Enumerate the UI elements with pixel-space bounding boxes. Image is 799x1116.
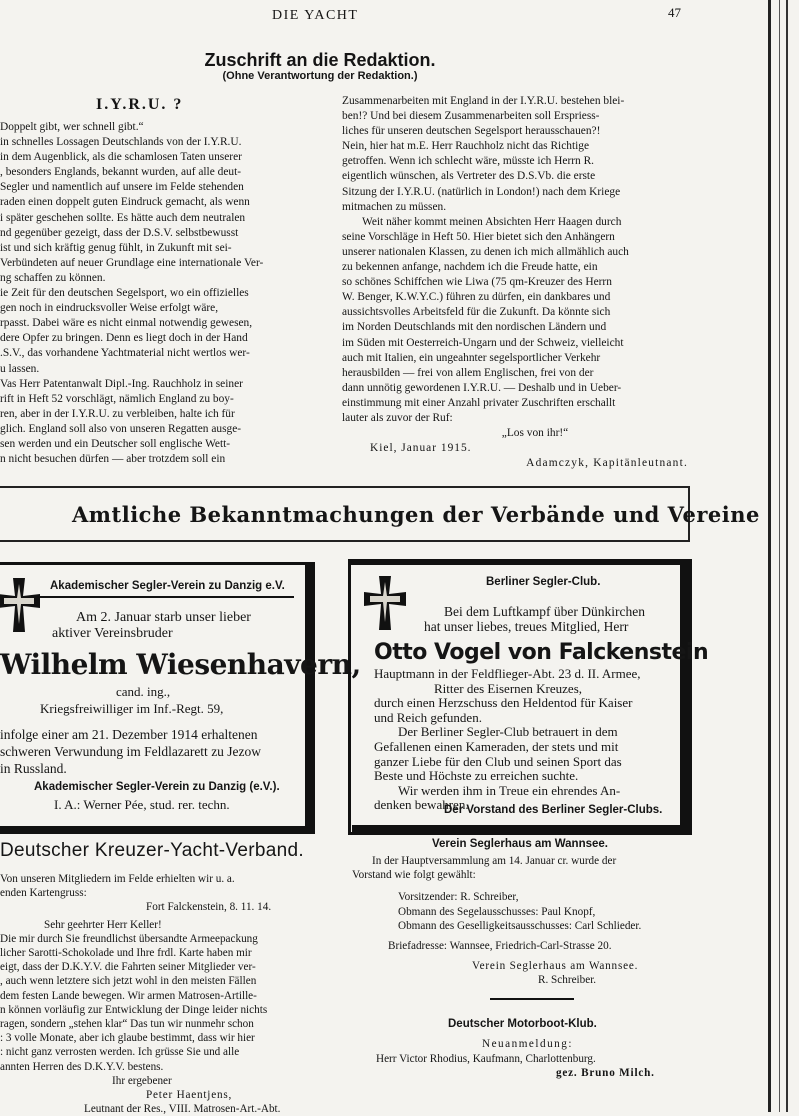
text-line: aussichtsvolles Arbeitsfeld für die Zukunft. Da könnte sich <box>342 306 611 319</box>
text-line: und Reich gefunden. <box>374 710 482 725</box>
binding-edge-line <box>779 0 780 1112</box>
text-line: Verein Seglerhaus am Wannsee. <box>472 960 639 973</box>
letter-motto: „Los von ihr!“ <box>501 427 569 440</box>
text-line: : nicht ganz verrosten werden. Ich grüsse Sie und alle <box>0 1046 240 1059</box>
iron-cross-icon <box>0 574 42 636</box>
text-line: Beste und Höchste zu erreichen suchte. <box>374 769 579 784</box>
text-line: gen noch in eindrucksvoller Weise erfolgt wäre, <box>0 302 219 315</box>
section-heading-wannsee: Verein Seglerhaus am Wannsee. <box>432 838 608 850</box>
letter-signature: Adamczyk, Kapitänleutnant. <box>526 457 688 470</box>
running-head: DIE YACHT <box>272 8 359 23</box>
binding-edge-line <box>768 0 771 1112</box>
text-line: lauter als zuvor der Ruf: <box>342 411 453 424</box>
notice-club-name: Akademischer Segler-Verein zu Danzig e.V. <box>50 580 285 592</box>
deceased-name: Wilhelm Wiesenhavern, <box>0 648 361 681</box>
notice-text: aktiver Vereinsbruder <box>52 626 173 641</box>
notice-body <box>374 667 674 813</box>
text-line: ng schaffen zu können. <box>0 271 106 284</box>
text-line: rpasst. Dabei wäre es nicht einmal notwendig gewesen, <box>0 317 253 330</box>
notice-text: Kriegsfreiwilliger im Inf.-Regt. 59, <box>40 701 224 716</box>
text-line: Segler und namentlich auf unsere im Felde stehenden <box>0 181 244 194</box>
text-line: Fort Falckenstein, 8. 11. 14. <box>146 901 272 914</box>
text-line: ren, aber in der I.Y.R.U. zu verbleiben, halte ich für <box>0 407 235 420</box>
text-line: ie Zeit für den deutschen Segelsport, wo ein offizielles <box>0 287 249 300</box>
text-line: Sehr geehrter Herr Keller! <box>44 918 162 931</box>
section-heading-motorboot: Deutscher Motorboot-Klub. <box>448 1018 597 1030</box>
text-line: einstimmung mit einer Anzahl privater Zuschriften erschallt <box>342 396 616 409</box>
text-line: mitmachen zu müssen. <box>342 200 447 213</box>
text-line: in schnelles Lossagen Deutschlands von der I.Y.R.U. <box>0 136 242 149</box>
notice-signature-person: I. A.: Werner Pée, stud. rer. techn. <box>54 797 230 812</box>
text-line: n können vorläufig zur Entwicklung der Dinge leider nichts <box>0 1003 268 1016</box>
text-line: im Norden Deutschlands mit den nordischen Ländern und <box>342 321 607 334</box>
notice-signature-club: Akademischer Segler-Verein zu Danzig (e.V.). <box>34 781 280 793</box>
notice-text: cand. ing., <box>116 684 171 699</box>
text-line: Vorstand wie folgt gewählt: <box>352 869 476 882</box>
text-line: Doppelt gibt, wer schnell gibt.“ <box>0 121 144 133</box>
motorboot-entry: Herr Victor Rhodius, Kaufmann, Charlottenburg. <box>376 1053 596 1065</box>
text-line: Sitzung der I.Y.R.U. (natürlich in London!) nach dem Kriege <box>342 185 621 198</box>
notice-text: schweren Verwundung im Feldlazarett zu Jezow <box>0 744 262 759</box>
separator-rule <box>490 998 574 1000</box>
text-line: so schönes Schiffchen wie Liwa (75 qm-Kreuzer des Herrn <box>342 276 612 289</box>
text-line: dann unnötig gewordenen I.Y.R.U. — Deshalb und in Ueber- <box>342 381 622 394</box>
text-line: .S.V., das vorhandene Yachtmaterial nicht wertlos wer- <box>0 347 250 360</box>
text-line: im Süden mit Oesterreich-Ungarn und der Schweiz, vielleicht <box>342 336 624 349</box>
section-heading-kreuzer: Deutscher Kreuzer-Yacht-Verband. <box>0 840 304 861</box>
text-line: Obmann des Geselligkeitsausschusses: Carl Schlieder. <box>398 919 642 932</box>
notice-text: hat unser liebes, treues Mitglied, Herr <box>424 619 629 634</box>
text-line: eigt, dass der D.K.Y.V. die Fahrten seiner Mitglieder ver- <box>0 961 256 974</box>
text-line: seine Vorschläge in Heft 50. Hier bietet sich den Anhängern <box>342 230 615 243</box>
notice-shadow <box>348 559 689 565</box>
text-line: licher Sarotti-Schokolade und Ihre frdl. Karte haben mir <box>0 947 252 960</box>
text-line: Vas Herr Patentanwalt Dipl.-Ing. Rauchholz in seiner <box>0 377 243 390</box>
text-line: , besonders Englands, bekannt wurden, auf alle deut- <box>0 166 242 179</box>
text-line: rift in Heft 52 vorschlägt, nämlich England zu boy- <box>0 392 234 405</box>
text-line: : 3 volle Monate, aber ich glaube bestimmt, dass wir hier <box>0 1032 255 1045</box>
text-line: unserer nationalen Klassen, zu denen ich mich allmählich auch <box>342 245 629 258</box>
text-line: i später geschehen sollte. Es hätte auch dem neutralen <box>0 211 246 224</box>
letter-subtitle: (Ohne Verantwortung der Redaktion.) <box>222 70 418 82</box>
text-line: eigentlich wünschen, als Vertreter des D.S.Vb. die erste <box>342 170 596 183</box>
motorboot-subheading: Neuanmeldung: <box>482 1038 573 1050</box>
text-line: denken bewahren. <box>374 798 469 813</box>
notice-shadow <box>0 826 314 834</box>
text-line: Verbündeten auf neuer Grundlage eine internationale Ver- <box>0 256 264 269</box>
text-line: W. Benger, K.W.Y.C.) führen zu dürfen, ein dankbares und <box>342 291 611 304</box>
notice-signature: Der Vorstand des Berliner Segler-Clubs. <box>444 804 663 816</box>
text-line: Nein, hier hat m.E. Herr Rauchholz nicht das Richtige <box>342 140 590 153</box>
notice-rule <box>0 596 294 598</box>
notice-text: infolge einer am 21. Dezember 1914 erhaltenen <box>0 727 258 742</box>
text-line: herausbilden — frei von allem Englischen, frei von der <box>342 366 594 379</box>
notice-text: Am 2. Januar starb unser lieber <box>76 610 251 625</box>
text-line: Obmann des Segelausschusses: Paul Knopf, <box>398 905 596 918</box>
article-heading: I.Y.R.U. ? <box>96 96 184 113</box>
text-line: in dem Augenblick, als die schamlosen Taten unserer <box>0 151 242 164</box>
text-line: Von unseren Mitgliedern im Felde erhielten wir u. a. <box>0 873 235 885</box>
letter-title: Zuschrift an die Redaktion. <box>204 50 436 70</box>
wannsee-body <box>352 854 697 988</box>
notice-shadow <box>680 562 689 834</box>
text-line: getroffen. Wenn ich schlecht wäre, müsste ich Herrn R. <box>342 155 595 168</box>
text-line: Vorsitzender: R. Schreiber, <box>398 891 519 904</box>
text-line: Die mir durch Sie freundlichst übersandte Armeepackung <box>0 932 258 945</box>
text-line: dem festen Lande bewegen. Wir armen Matrosen-Artille- <box>0 989 257 1002</box>
text-line: Ihr ergebener <box>112 1074 172 1087</box>
text-line: Hauptmann in der Feldflieger-Abt. 23 d. II. Armee, <box>374 667 641 681</box>
text-line: Wir werden ihm in Treue ein ehrendes An- <box>398 783 621 798</box>
text-line: ben!? Und bei diesem Zusammenarbeiten soll Erspriess- <box>342 110 600 123</box>
text-line: durch einen Herzschuss den Heldentod für Kaiser <box>374 696 633 711</box>
text-line: sen werden und ein Deutscher soll englische Wett- <box>0 437 231 450</box>
letter-left-column <box>0 120 314 467</box>
letter-right-column <box>342 94 688 471</box>
page-number: 47 <box>668 5 681 20</box>
text-line: raden einen doppelt guten Eindruck gemacht, als wenn <box>0 196 250 209</box>
text-line: ganzer Liebe für den Club und seinen Sport das <box>374 754 622 769</box>
text-line: , auch wenn letztere sich jetzt wohl in den meisten Fällen <box>0 975 257 988</box>
text-line: glich. England soll also von unseren Regatten ausge- <box>0 422 242 435</box>
notice-shadow <box>352 825 689 833</box>
text-line: R. Schreiber. <box>538 974 597 987</box>
notice-club-name: Berliner Segler-Club. <box>486 576 601 588</box>
text-line: u lassen. <box>0 362 40 375</box>
text-line: Peter Haentjens, <box>146 1089 233 1102</box>
notice-shadow <box>305 562 314 834</box>
notice-text: in Russland. <box>0 761 67 776</box>
text-line: liches für unseren deutschen Segelsport herausschauen?! <box>342 125 601 138</box>
text-line: annten Herren des D.K.Y.V. bestens. <box>0 1060 164 1073</box>
deceased-name: Otto Vogel von Falckenstein <box>374 640 709 665</box>
text-line: Gefallenen einen Kameraden, der stets und mit <box>374 739 619 754</box>
text-line: enden Kartengruss: <box>0 887 87 900</box>
binding-edge-line <box>786 0 788 1112</box>
text-line: auch mit Italien, ein ungeahnter segelsportlicher Verkehr <box>342 351 601 364</box>
letter-place-date: Kiel, Januar 1915. <box>370 442 472 455</box>
text-line: ist und sich kräftig genug fühlt, in Zukunft mit sei- <box>0 241 232 254</box>
text-line: Briefadresse: Wannsee, Friedrich-Carl-Strasse 20. <box>388 940 612 953</box>
text-line: zu bekennen anfange, nachdem ich die Freude hatte, ein <box>342 261 598 274</box>
iron-cross-icon <box>362 572 408 634</box>
text-line: dere Opfer zu bringen. Denn es liegt doch in der Hand <box>0 332 248 345</box>
text-line: Zusammenarbeiten mit England in der I.Y.R.U. bestehen blei- <box>342 95 625 107</box>
text-line: Der Berliner Segler-Club betrauert in dem <box>398 725 618 740</box>
notice-text: Bei dem Luftkampf über Dünkirchen <box>444 604 645 619</box>
kreuzer-body <box>0 872 330 1116</box>
announcements-title: Amtliche Bekanntmachungen der Verbände und Vereine <box>72 502 760 527</box>
text-line: In der Hauptversammlung am 14. Januar cr. wurde der <box>372 855 617 867</box>
text-line: nd gegenüber gezeigt, dass der D.S.V. selbstbewusst <box>0 226 239 239</box>
text-line: Weit näher kommt meinen Absichten Herr Haagen durch <box>362 215 622 228</box>
text-line: n nicht besuchen dürfen — aber trotzdem soll ein <box>0 453 226 466</box>
motorboot-signature: gez. Bruno Milch. <box>556 1067 655 1079</box>
text-line: ragen, sondern „stehen klar“ Das tun wir nunmehr schon <box>0 1018 254 1031</box>
text-line: Ritter des Eisernen Kreuzes, <box>434 681 583 696</box>
text-line: Leutnant der Res., VIII. Matrosen-Art.-Abt. <box>84 1103 281 1116</box>
